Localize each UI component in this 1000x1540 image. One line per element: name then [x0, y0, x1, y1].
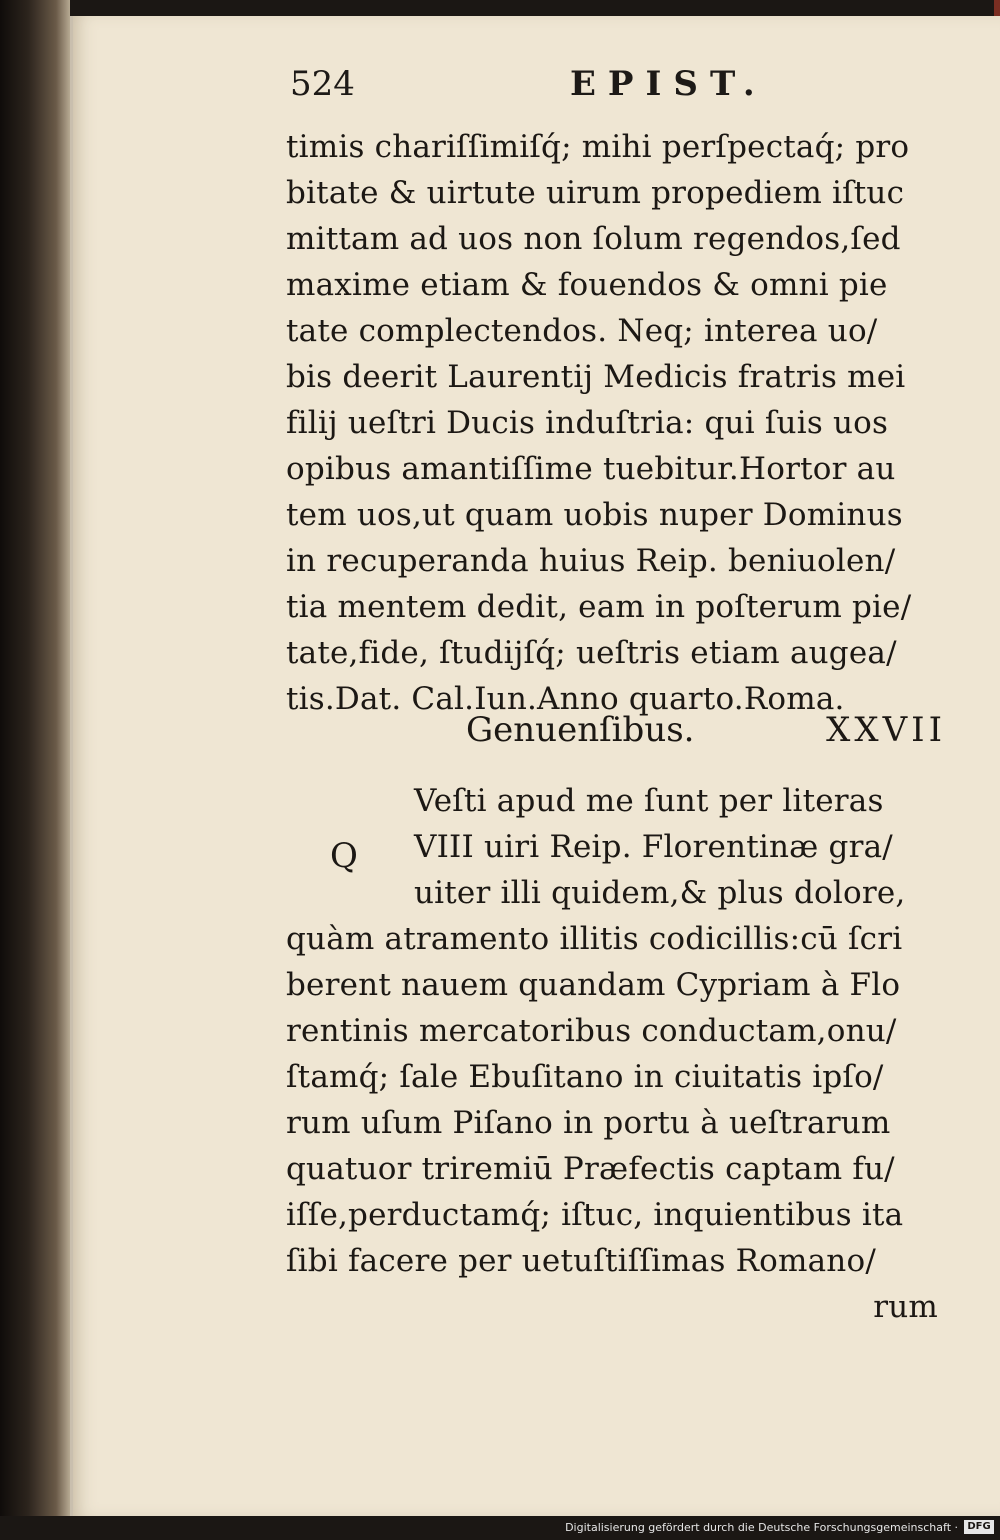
text-line: rentinis mercatoribus conductam,onu/ — [286, 1013, 897, 1049]
text-line: in recuperanda huius Reip. beniuolen/ — [286, 543, 896, 579]
running-title: EPIST. — [570, 64, 767, 104]
page-number: 524 — [290, 64, 355, 104]
text-line: iſſe,perductamq́; iſtuc, inquientibus ita — [286, 1197, 904, 1233]
text-line: quàm atramento illitis codicillis:cū ſcri — [286, 921, 903, 957]
catchword: rum — [873, 1289, 938, 1325]
drop-initial: Q — [330, 836, 358, 876]
letter-title: Genuenſibus. — [466, 710, 695, 750]
letter-heading — [286, 710, 946, 770]
text-line: ſtamq́; ſale Ebuſitano in ciuitatis ipſo/ — [286, 1059, 884, 1095]
text-line: Veſti apud me ſunt per literas — [414, 783, 884, 819]
text-line: bitate & uirtute uirum propediem iſtuc — [286, 175, 905, 211]
letter-body — [286, 778, 956, 1330]
page-header — [290, 64, 950, 114]
letter-number: XXVII — [826, 710, 946, 750]
text-line: rum uſum Piſano in portu à ueſtrarum — [286, 1105, 891, 1141]
text-line: quatuor triremiū Præfectis captam fu/ — [286, 1151, 895, 1187]
letter-body-continued — [286, 124, 956, 722]
text-line: uiter illi quidem,& plus dolore, — [414, 875, 906, 911]
text-line: mittam ad uos non ſolum regendos,ſed — [286, 221, 901, 257]
funding-note: Digitalisierung gefördert durch die Deutsche Forschungsgemeinschaft · — [565, 1521, 958, 1534]
text-line: filij ueſtri Ducis induſtria: qui ſuis uos — [286, 405, 889, 441]
text-line: tia mentem dedit, eam in poſterum pie/ — [286, 589, 912, 625]
text-line: maxime etiam & fouendos & omni pie — [286, 267, 888, 303]
text-line: opibus amantiſſime tuebitur.Hortor au — [286, 451, 896, 487]
text-line: VIII uiri Reip. Florentinæ gra/ — [414, 829, 893, 865]
book-gutter — [0, 0, 70, 1540]
text-line: berent nauem quandam Cypriam à Flo — [286, 967, 901, 1003]
footer-bar — [0, 1516, 1000, 1540]
dfg-logo: DFG — [964, 1520, 994, 1534]
text-line: timis chariſſimiſq́; mihi perſpectaq́; pro — [286, 129, 910, 165]
text-line: tem uos,ut quam uobis nuper Dominus — [286, 497, 903, 533]
text-line: tate,fide, ſtudijſq́; ueſtris etiam augea/ — [286, 635, 897, 671]
text-line: tis.Dat. Cal.Iun.Anno quarto.Roma. — [286, 681, 845, 717]
text-line: ſibi facere per uetuſtiſſimas Romano/ — [286, 1243, 876, 1279]
text-line: tate complectendos. Neq; interea uo/ — [286, 313, 878, 349]
text-line: bis deerit Laurentij Medicis fratris mei — [286, 359, 906, 395]
